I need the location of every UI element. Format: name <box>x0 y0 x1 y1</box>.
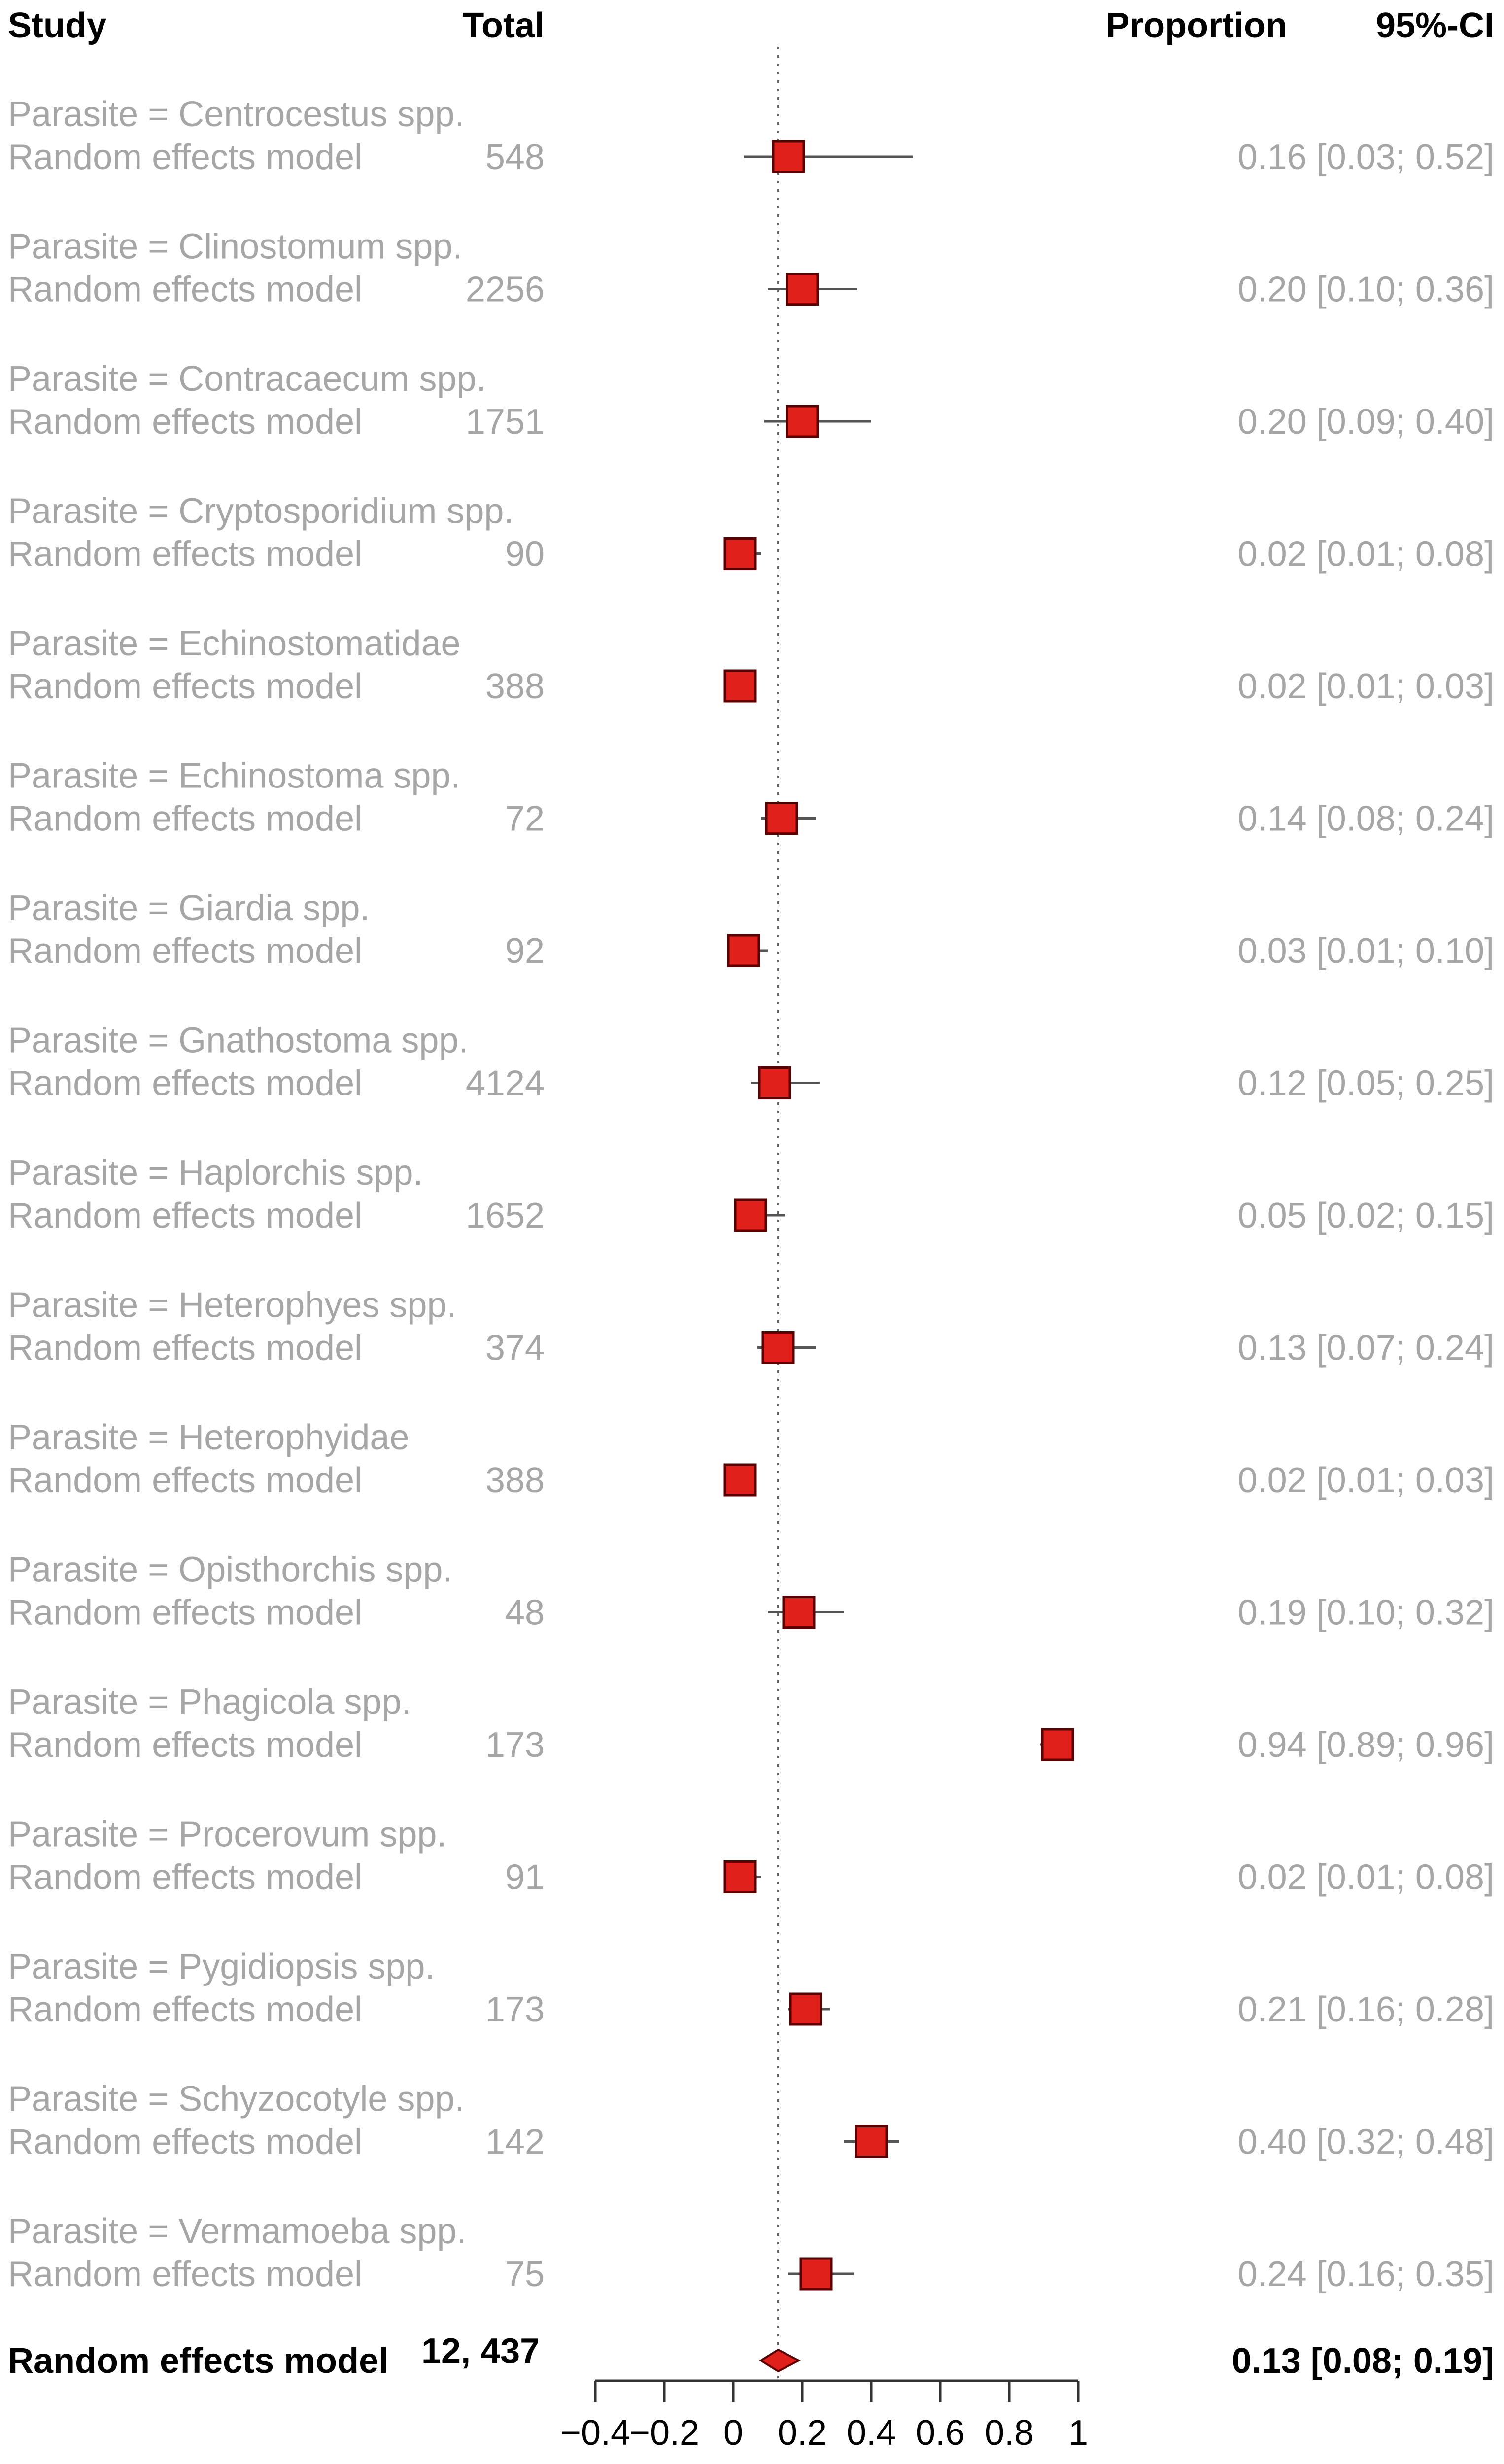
header-total: Total <box>462 6 545 45</box>
estimate-marker <box>759 1068 790 1098</box>
model-label: Random effects model <box>8 1990 363 2029</box>
model-label: Random effects model <box>8 270 363 309</box>
subgroup-label: Parasite = Procerovum spp. <box>8 1814 447 1854</box>
subgroup-row <box>8 95 1494 177</box>
model-label: Random effects model <box>8 1328 363 1368</box>
estimate-marker <box>735 1200 766 1231</box>
subgroup-label: Parasite = Echinostoma spp. <box>8 756 461 796</box>
subgroup-label: Parasite = Echinostomatidae <box>8 624 461 663</box>
subgroup-row <box>8 624 1494 706</box>
subgroup-total: 91 <box>505 1857 545 1897</box>
axis-tick-label: 0.6 <box>915 2413 965 2453</box>
model-label: Random effects model <box>8 534 363 574</box>
model-label: Random effects model <box>8 799 363 839</box>
subgroup-rows <box>8 95 1494 2294</box>
subgroup-row <box>8 1815 1494 1897</box>
subgroup-row <box>8 492 1494 574</box>
axis-tick-label: 0 <box>723 2413 744 2453</box>
subgroup-row <box>8 1021 1494 1103</box>
estimate-marker <box>725 539 755 569</box>
subgroup-total: 1751 <box>465 402 545 442</box>
subgroup-label: Parasite = Centrocestus spp. <box>8 95 465 134</box>
x-axis <box>560 2381 1088 2453</box>
axis-tick-label: 0.8 <box>984 2413 1034 2453</box>
subgroup-row <box>8 1418 1494 1500</box>
subgroup-label: Parasite = Cryptosporidium spp. <box>8 491 514 531</box>
model-label: Random effects model <box>8 137 363 177</box>
subgroup-total: 48 <box>505 1593 545 1633</box>
axis-tick-label: 0.4 <box>846 2413 896 2453</box>
subgroup-total: 548 <box>485 137 545 177</box>
estimate-marker <box>766 803 797 834</box>
subgroup-row <box>8 1947 1494 2029</box>
subgroup-label: Parasite = Opisthorchis spp. <box>8 1550 453 1590</box>
subgroup-total: 1652 <box>465 1196 545 1235</box>
model-label: Random effects model <box>8 1196 363 1235</box>
subgroup-row <box>8 756 1494 839</box>
model-label: Random effects model <box>8 2122 363 2162</box>
subgroup-ci-text: 0.03 [0.01; 0.10] <box>1237 931 1494 971</box>
subgroup-total: 173 <box>485 1725 545 1765</box>
subgroup-row <box>8 1286 1494 1368</box>
subgroup-ci-text: 0.02 [0.01; 0.03] <box>1237 667 1494 706</box>
model-label: Random effects model <box>8 1725 363 1765</box>
overall-diamond <box>761 2350 799 2371</box>
subgroup-ci-text: 0.02 [0.01; 0.08] <box>1237 534 1494 574</box>
subgroup-row <box>8 889 1494 971</box>
model-label: Random effects model <box>8 931 363 971</box>
subgroup-ci-text: 0.94 [0.89; 0.96] <box>1237 1725 1494 1765</box>
subgroup-label: Parasite = Vermamoeba spp. <box>8 2212 467 2251</box>
estimate-marker <box>728 935 759 966</box>
model-label: Random effects model <box>8 402 363 442</box>
overall-label: Random effects model <box>8 2341 389 2381</box>
header-study: Study <box>8 6 107 45</box>
axis-tick-label: 0.2 <box>777 2413 827 2453</box>
axis-tick-label: −0.4 <box>560 2413 631 2453</box>
subgroup-label: Parasite = Pygidiopsis spp. <box>8 1947 435 1986</box>
subgroup-total: 142 <box>485 2122 545 2162</box>
estimate-marker <box>1042 1729 1073 1760</box>
estimate-marker <box>787 274 818 305</box>
subgroup-label: Parasite = Heterophyes spp. <box>8 1285 457 1325</box>
subgroup-label: Parasite = Schyzocotyle spp. <box>8 2079 465 2119</box>
subgroup-ci-text: 0.19 [0.10; 0.32] <box>1237 1593 1494 1633</box>
subgroup-row <box>8 227 1494 309</box>
subgroup-total: 72 <box>505 799 545 839</box>
subgroup-ci-text: 0.05 [0.02; 0.15] <box>1237 1196 1494 1235</box>
subgroup-row <box>8 2080 1494 2162</box>
subgroup-row <box>8 1550 1494 1633</box>
subgroup-ci-text: 0.02 [0.01; 0.03] <box>1237 1461 1494 1500</box>
subgroup-total: 90 <box>505 534 545 574</box>
subgroup-row <box>8 2212 1494 2294</box>
subgroup-total: 374 <box>485 1328 545 1368</box>
subgroup-label: Parasite = Heterophyidae <box>8 1418 410 1457</box>
estimate-marker <box>725 671 755 701</box>
estimate-marker <box>773 141 804 172</box>
model-label: Random effects model <box>8 2255 363 2294</box>
estimate-marker <box>784 1597 814 1628</box>
model-label: Random effects model <box>8 1063 363 1103</box>
subgroup-label: Parasite = Contracaecum spp. <box>8 359 486 399</box>
header-ci: 95%-CI <box>1375 6 1494 45</box>
subgroup-total: 75 <box>505 2255 545 2294</box>
estimate-marker <box>790 1994 821 2024</box>
subgroup-label: Parasite = Haplorchis spp. <box>8 1153 423 1193</box>
subgroup-label: Parasite = Gnathostoma spp. <box>8 1021 469 1061</box>
subgroup-ci-text: 0.20 [0.10; 0.36] <box>1237 270 1494 309</box>
subgroup-ci-text: 0.02 [0.01; 0.08] <box>1237 1857 1494 1897</box>
model-label: Random effects model <box>8 1461 363 1500</box>
subgroup-label: Parasite = Phagicola spp. <box>8 1682 411 1722</box>
estimate-marker <box>801 2259 831 2289</box>
subgroup-ci-text: 0.20 [0.09; 0.40] <box>1237 402 1494 442</box>
subgroup-row <box>8 1153 1494 1235</box>
subgroup-total: 388 <box>485 1461 545 1500</box>
subgroup-total: 4124 <box>465 1063 545 1103</box>
subgroup-row <box>8 359 1494 442</box>
model-label: Random effects model <box>8 1593 363 1633</box>
model-label: Random effects model <box>8 1857 363 1897</box>
estimate-marker <box>856 2126 887 2157</box>
subgroup-total: 388 <box>485 667 545 706</box>
axis-tick-label: −0.2 <box>629 2413 700 2453</box>
subgroup-ci-text: 0.13 [0.07; 0.24] <box>1237 1328 1494 1368</box>
subgroup-ci-text: 0.12 [0.05; 0.25] <box>1237 1063 1494 1103</box>
subgroup-ci-text: 0.21 [0.16; 0.28] <box>1237 1990 1494 2029</box>
subgroup-ci-text: 0.40 [0.32; 0.48] <box>1237 2122 1494 2162</box>
overall-row <box>8 2331 1494 2381</box>
subgroup-ci-text: 0.16 [0.03; 0.52] <box>1237 137 1494 177</box>
estimate-marker <box>725 1465 755 1495</box>
overall-ci-text: 0.13 [0.08; 0.19] <box>1231 2341 1494 2381</box>
subgroup-total: 173 <box>485 1990 545 2029</box>
estimate-marker <box>787 406 818 437</box>
subgroup-total: 2256 <box>465 270 545 309</box>
estimate-marker <box>725 1862 755 1892</box>
overall-total: 12, 437 <box>421 2331 540 2371</box>
subgroup-ci-text: 0.24 [0.16; 0.35] <box>1237 2255 1494 2294</box>
model-label: Random effects model <box>8 667 363 706</box>
estimate-marker <box>763 1333 793 1363</box>
subgroup-label: Parasite = Clinostomum spp. <box>8 227 463 267</box>
subgroup-label: Parasite = Giardia spp. <box>8 889 370 928</box>
subgroup-total: 92 <box>505 931 545 971</box>
subgroup-ci-text: 0.14 [0.08; 0.24] <box>1237 799 1494 839</box>
subgroup-row <box>8 1682 1494 1765</box>
header-proportion: Proportion <box>1106 6 1287 45</box>
axis-tick-label: 1 <box>1068 2413 1089 2453</box>
